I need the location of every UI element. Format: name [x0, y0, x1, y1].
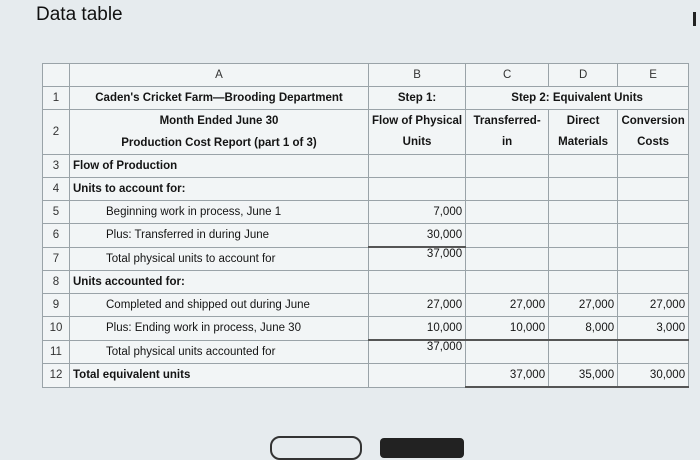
table-row [43, 201, 689, 224]
table-row [43, 294, 689, 317]
direct-label: Direct [566, 115, 600, 127]
cell-c[interactable]: 10,000 [466, 317, 549, 341]
cell-d[interactable] [549, 178, 618, 201]
materials-label: Materials [558, 136, 609, 148]
direct-materials-header [549, 110, 618, 155]
cell-e[interactable] [618, 340, 689, 364]
table-row [43, 224, 689, 248]
conversion-label: Conversion [621, 115, 685, 127]
flow-label: Flow of Physical [372, 115, 463, 127]
cell-b[interactable]: 37,000 [369, 340, 466, 364]
cell-d[interactable]: 8,000 [549, 317, 618, 341]
row-number: 2 [43, 110, 70, 155]
cell-c[interactable] [466, 201, 549, 224]
row-number: 3 [43, 155, 70, 178]
row-number: 5 [43, 201, 70, 224]
cell-b[interactable] [369, 271, 466, 294]
costs-label: Costs [637, 136, 670, 148]
cell-e[interactable]: 27,000 [618, 294, 689, 317]
row-label: Plus: Ending work in process, June 30 [70, 317, 369, 341]
row-number: 1 [43, 87, 70, 110]
cell-b[interactable]: 37,000 [369, 247, 466, 271]
cell-d[interactable] [549, 340, 618, 364]
row-label: Total physical units accounted for [70, 340, 369, 364]
column-header-d[interactable]: D [549, 64, 618, 87]
column-header-b[interactable]: B [369, 64, 466, 87]
cell-e[interactable] [618, 247, 689, 271]
table-row [43, 178, 689, 201]
cell-d[interactable]: 27,000 [549, 294, 618, 317]
cell-d[interactable] [549, 224, 618, 248]
period-label: Month Ended June 30 [159, 115, 279, 127]
cell-b[interactable] [369, 155, 466, 178]
done-button[interactable] [380, 438, 464, 458]
row-label: Total physical units to account for [70, 247, 369, 271]
cell-e[interactable] [618, 201, 689, 224]
conversion-costs-header [618, 110, 689, 155]
cell-e[interactable] [618, 155, 689, 178]
in-label: in [501, 136, 513, 148]
row-label: Units accounted for: [70, 271, 369, 294]
column-header-e[interactable]: E [618, 64, 689, 87]
cell-e[interactable]: 3,000 [618, 317, 689, 341]
transferred-in-header [466, 110, 549, 155]
cell-c[interactable] [466, 247, 549, 271]
report-title-cell [70, 110, 369, 155]
step2-label: Step 2: Equivalent Units [466, 87, 689, 110]
cell-b[interactable]: 7,000 [369, 201, 466, 224]
column-header-row [43, 64, 689, 87]
cell-c[interactable] [466, 340, 549, 364]
table-row-2 [43, 110, 689, 155]
row-label: Total equivalent units [70, 364, 369, 388]
cell-b[interactable]: 10,000 [369, 317, 466, 341]
cell-b[interactable] [369, 178, 466, 201]
cell-d[interactable]: 35,000 [549, 364, 618, 388]
cell-c[interactable] [466, 155, 549, 178]
cell-d[interactable] [549, 201, 618, 224]
cell-c[interactable] [466, 224, 549, 248]
cell-e[interactable] [618, 224, 689, 248]
transferred-label: Transferred- [473, 115, 541, 127]
table-row [43, 364, 689, 388]
row-number: 10 [43, 317, 70, 341]
cell-c[interactable]: 27,000 [466, 294, 549, 317]
table-row-1 [43, 87, 689, 110]
corner-cell [43, 64, 70, 87]
table-row [43, 340, 689, 364]
units-label: Units [402, 136, 432, 148]
cell-e[interactable] [618, 271, 689, 294]
minimize-icon[interactable] [693, 12, 696, 26]
row-number: 4 [43, 178, 70, 201]
window-title: Data table [36, 4, 123, 25]
cell-c[interactable] [466, 178, 549, 201]
cell-b[interactable]: 27,000 [369, 294, 466, 317]
physical-units-header [369, 110, 466, 155]
row-label: Completed and shipped out during June [70, 294, 369, 317]
cell-c[interactable]: 37,000 [466, 364, 549, 388]
data-table [42, 63, 689, 388]
report-label: Production Cost Report (part 1 of 3) [121, 137, 317, 149]
row-number: 9 [43, 294, 70, 317]
row-label: Beginning work in process, June 1 [70, 201, 369, 224]
row-number: 6 [43, 224, 70, 248]
cell-d[interactable] [549, 247, 618, 271]
row-number: 8 [43, 271, 70, 294]
cell-e[interactable] [618, 178, 689, 201]
step1-label: Step 1: [369, 87, 466, 110]
cell-d[interactable] [549, 155, 618, 178]
cell-d[interactable] [549, 271, 618, 294]
company-title: Caden's Cricket Farm—Brooding Department [70, 87, 369, 110]
row-number: 7 [43, 247, 70, 271]
table-row [43, 247, 689, 271]
cell-b[interactable]: 30,000 [369, 224, 466, 248]
table-row [43, 271, 689, 294]
print-button[interactable] [270, 436, 362, 460]
row-label: Flow of Production [70, 155, 369, 178]
cell-b[interactable] [369, 364, 466, 388]
column-header-a[interactable]: A [70, 64, 369, 87]
cell-e[interactable]: 30,000 [618, 364, 689, 388]
row-number: 12 [43, 364, 70, 388]
row-label: Units to account for: [70, 178, 369, 201]
row-number: 11 [43, 340, 70, 364]
table-row [43, 317, 689, 341]
column-header-c[interactable]: C [466, 64, 549, 87]
cell-c[interactable] [466, 271, 549, 294]
row-label: Plus: Transferred in during June [70, 224, 369, 248]
table-row [43, 155, 689, 178]
